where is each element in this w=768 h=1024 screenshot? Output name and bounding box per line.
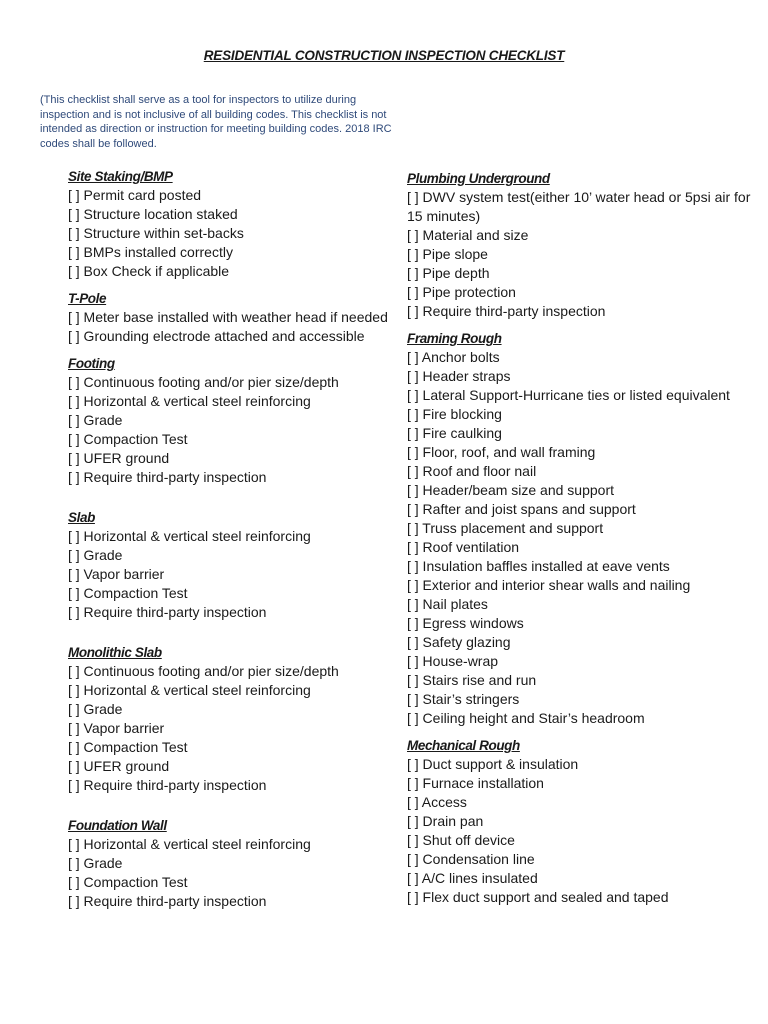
checklist-item: [ ] Continuous footing and/or pier size/depth [68,374,339,390]
section-heading: Footing [68,356,115,371]
checklist-item: [ ] Condensation line [407,851,535,867]
checklist-item: [ ] Horizontal & vertical steel reinforcing [68,393,311,409]
checklist-item: [ ] Compaction Test [68,739,188,755]
checklist-item: [ ] A/C lines insulated [407,870,538,886]
document-title: RESIDENTIAL CONSTRUCTION INSPECTION CHECKLIST [203,48,565,63]
checklist-item: [ ] Drain pan [407,813,484,829]
checklist-item: [ ] Grade [68,412,123,428]
checklist-item: [ ] Grade [68,547,123,563]
checklist-item: [ ] Vapor barrier [68,566,165,582]
checklist-item: [ ] Pipe protection [407,284,516,300]
checklist-item: [ ] Meter base installed with weather head if needed [68,309,388,325]
checklist-item: [ ] Flex duct support and sealed and taped [407,889,669,905]
checklist-item: [ ] Grade [68,855,123,871]
checklist-item: [ ] Lateral Support-Hurricane ties or listed equivalent [407,387,730,403]
checklist-item: [ ] Grade [68,701,123,717]
checklist-item: [ ] Furnace installation [407,775,544,791]
checklist-item: [ ] Roof ventilation [407,539,520,555]
checklist-item: [ ] Safety glazing [407,634,511,650]
section-plumbing-underground [407,169,752,321]
intro-text: (This checklist shall serve as a tool for inspectors to utilize during inspection and is not inclusive of all building codes. This checklist is not intended as direction or instruction for meeting building codes. 2018 IRC codes shall be followed. [40,94,392,150]
checklist-item: [ ] Header straps [407,368,511,384]
checklist-item: [ ] Rafter and joist spans and support [407,501,636,517]
checklist-item: [ ] Roof and floor nail [407,463,537,479]
checklist-item: [ ] Structure within set-backs [68,225,244,241]
section-heading: Mechanical Rough [407,738,520,753]
section-monolithic-slab [68,643,388,795]
checklist-item: [ ] Egress windows [407,615,524,631]
checklist-item: [ ] Truss placement and support [407,520,604,536]
checklist-item: [ ] House-wrap [407,653,499,669]
checklist-item: [ ] Pipe slope [407,246,488,262]
checklist-item: [ ] Require third-party inspection [68,604,267,620]
section-footing [68,354,388,487]
checklist-item: [ ] Exterior and interior shear walls and nailing [407,577,691,593]
checklist-item: [ ] Require third-party inspection [68,777,267,793]
section-heading: Framing Rough [407,331,502,346]
checklist-item: [ ] UFER ground [68,450,170,466]
checklist-item: [ ] Access [407,794,467,810]
right-column [407,169,752,915]
checklist-item: [ ] Require third-party inspection [68,893,267,909]
section-slab [68,508,388,622]
checklist-item: [ ] Require third-party inspection [68,469,267,485]
checklist-item: [ ] Box Check if applicable [68,263,230,279]
checklist-item: [ ] Horizontal & vertical steel reinforcing [68,528,311,544]
checklist-item: [ ] Insulation baffles installed at eave vents [407,558,670,574]
checklist-item: [ ] DWV system test(either 10’ water head or 5psi air for 15 minutes) [407,189,751,224]
checklist-item: [ ] Shut off device [407,832,515,848]
checklist-item: [ ] Structure location staked [68,206,238,222]
checklist-item: [ ] BMPs installed correctly [68,244,233,260]
left-column [68,167,388,919]
section-heading: Plumbing Underground [407,171,550,186]
checklist-item: [ ] Continuous footing and/or pier size/depth [68,663,339,679]
checklist-item: [ ] Fire caulking [407,425,502,441]
section-mechanical-rough [407,736,752,907]
checklist-item: [ ] Compaction Test [68,431,188,447]
checklist-item: [ ] Floor, roof, and wall framing [407,444,596,460]
checklist-item: [ ] Nail plates [407,596,488,612]
section-heading: Monolithic Slab [68,645,162,660]
section-heading: Foundation Wall [68,818,167,833]
section-framing-rough [407,329,752,728]
checklist-item: [ ] Compaction Test [68,874,188,890]
checklist-item: [ ] Anchor bolts [407,349,500,365]
section-heading: Site Staking/BMP [68,169,173,184]
checklist-item: [ ] Stairs rise and run [407,672,537,688]
checklist-item: [ ] UFER ground [68,758,170,774]
checklist-item: [ ] Permit card posted [68,187,202,203]
checklist-item: [ ] Ceiling height and Stair’s headroom [407,710,645,726]
section-foundation-wall [68,816,388,911]
checklist-item: [ ] Horizontal & vertical steel reinforcing [68,682,311,698]
checklist-item: [ ] Material and size [407,227,529,243]
section-site-staking-bmp [68,167,388,281]
checklist-item: [ ] Stair’s stringers [407,691,520,707]
section-t-pole [68,289,388,346]
checklist-item: [ ] Fire blocking [407,406,502,422]
checklist-item: [ ] Grounding electrode attached and accessible [68,328,365,344]
section-heading: Slab [68,510,95,525]
checklist-item: [ ] Header/beam size and support [407,482,615,498]
checklist-item: [ ] Horizontal & vertical steel reinforcing [68,836,311,852]
checklist-item: [ ] Duct support & insulation [407,756,579,772]
checklist-item: [ ] Pipe depth [407,265,490,281]
checklist-item: [ ] Vapor barrier [68,720,165,736]
checklist-item: [ ] Compaction Test [68,585,188,601]
section-heading: T-Pole [68,291,107,306]
checklist-item: [ ] Require third-party inspection [407,303,606,319]
